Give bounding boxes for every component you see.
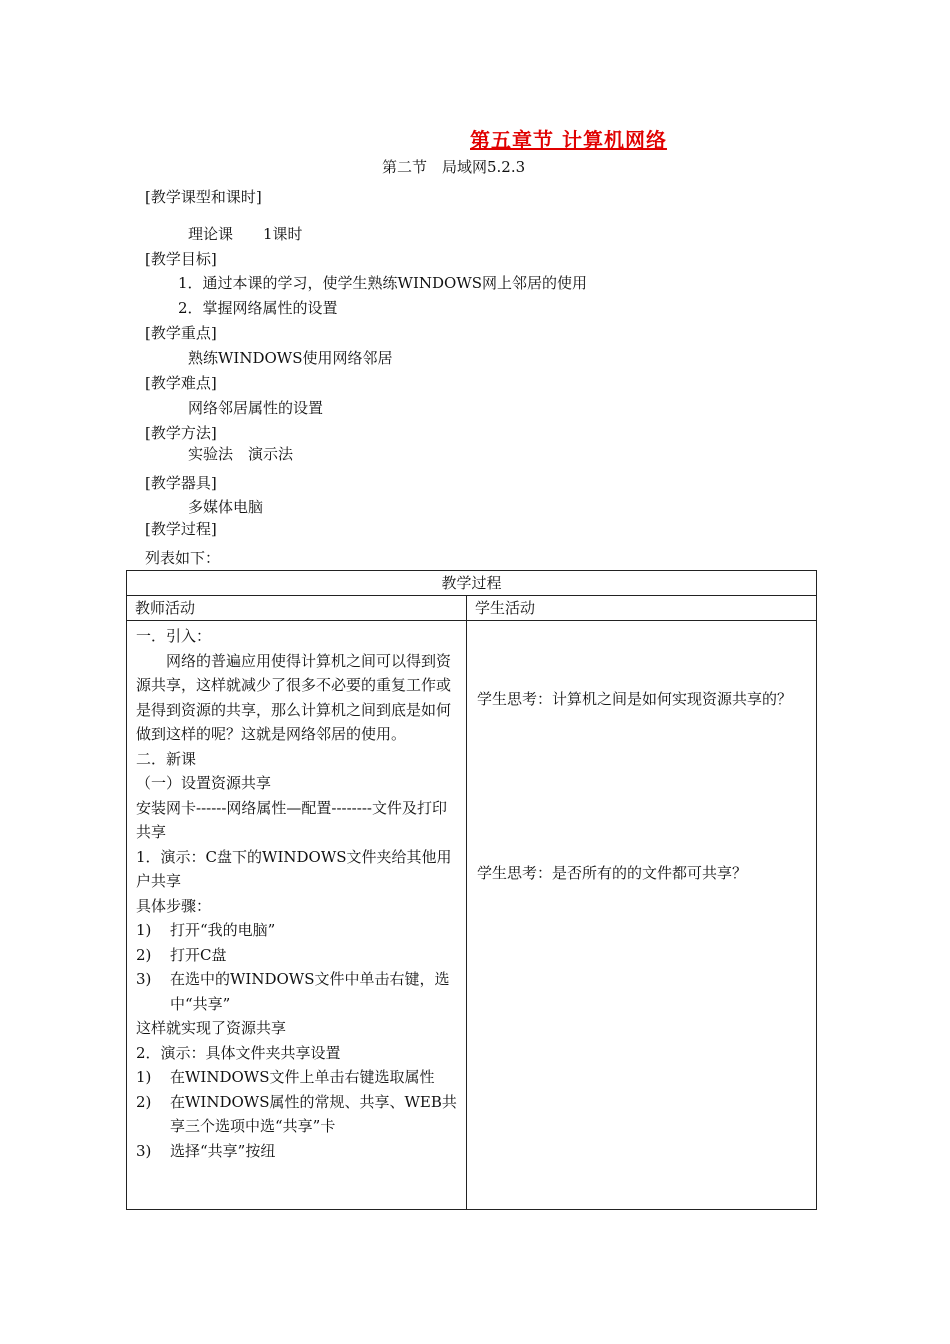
demo-1-heading: 1．演示：C盘下的WINDOWS文件夹给其他用户共享 [136,847,452,890]
section-label-key: [教学重点] [145,324,217,342]
subsection-heading: （一）设置资源共享 [136,774,272,792]
steps-label: 具体步骤： [136,896,212,915]
goal-item-1: 1．通过本课的学习，使学生熟练WINDOWS网上邻居的使用 [178,274,588,292]
section-label-goal: [教学目标] [145,250,217,268]
demo-2-heading: 2．演示：具体文件夹共享设置 [136,1043,341,1062]
section-label-type: [教学课型和课时] [145,188,262,206]
student-question-2: 学生思考：是否所有的的文件都可共享？ [477,864,748,882]
teacher-activity-text [136,624,461,1163]
goal-item-2: 2．掌握网络属性的设置 [178,299,338,317]
section-value-method: 实验法 演示法 [188,445,294,463]
section-label-tools: [教学器具] [145,474,217,492]
section-value-difficulty: 网络邻居属性的设置 [188,399,324,417]
section-label-process: [教学过程] [145,520,217,538]
page-subtitle: 第二节 局域网5.2.3 [382,158,526,176]
table-header: 教学过程 [127,571,817,596]
section-label-method: [教学方法] [145,424,217,442]
step-item: 1) 打开“我的电脑” [136,921,276,939]
section-label-difficulty: [教学难点] [145,374,217,392]
section-value-type: 理论课 1课时 [188,225,303,243]
student-activity-cell [467,621,817,1210]
intro-paragraph: 网络的普遍应用使得计算机之间可以得到资源共享，这样就减少了很多不必要的重复工作或是得到资源的共享，那么计算机之间到底是如何做到这样的呢？这就是网络邻居的使用。 [136,651,452,743]
list-intro: 列表如下： [145,549,221,567]
column-header-teacher: 教师活动 [127,596,467,621]
step-item: 2) 打开C盘 [136,945,227,964]
intro-heading: 一．引入： [136,627,212,645]
column-header-student: 学生活动 [467,596,817,621]
step-item: 2) 在WINDOWS属性的常规、共享、WEB共享三个选项中选“共享”卡 [136,1092,457,1135]
new-lesson-heading: 二．新课 [136,749,197,768]
section-value-tools: 多媒体电脑 [188,498,264,516]
process-table [126,570,817,1210]
section-value-key: 熟练WINDOWS使用网络邻居 [188,349,393,367]
step-item: 3) 选择“共享”按纽 [136,1141,276,1160]
share-done-note: 这样就实现了资源共享 [136,1019,287,1037]
step-item: 1) 在WINDOWS文件上单击右键选取属性 [136,1068,435,1086]
student-question-1: 学生思考：计算机之间是如何实现资源共享的？ [477,690,793,708]
page-title: 第五章节 计算机网络 [470,128,667,152]
teacher-activity-cell [127,621,467,1210]
step-item: 3) 在选中的WINDOWS文件中单击右键，选中“共享” [136,970,450,1013]
setup-path: 安装网卡------网络属性—配置--------文件及打印共享 [136,798,447,841]
